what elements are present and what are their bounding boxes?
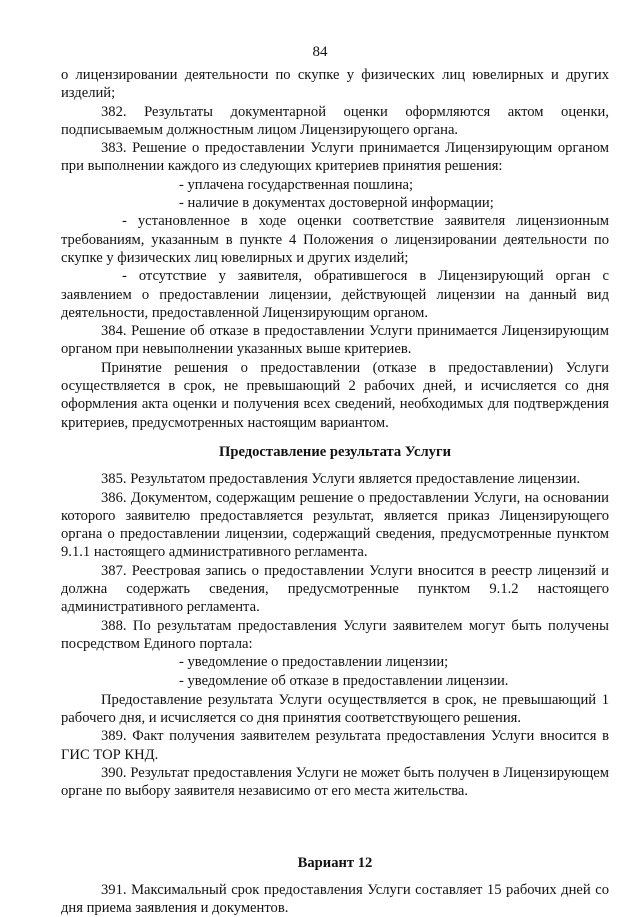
paragraph: о лицензировании деятельности по скупке у физических лиц ювелирных и других изделий; xyxy=(61,67,609,102)
paragraph-391: 391. Максимальный срок предоставления Услуги составляет 15 рабочих дней со дня приема заявления и документов. xyxy=(61,881,609,917)
variant-heading: Вариант 12 xyxy=(297,854,373,871)
section-heading: Предоставление результата Услуги xyxy=(219,443,451,460)
result-item: - уведомление о предоставлении лицензии; xyxy=(179,654,449,671)
criteria-item: - установленное в ходе оценки соответствие заявителя лицензионным требованиям, указанным в пункте 4 Положения о лицензировании деятельности по скупке у физических лиц ювелирных и других изделий; xyxy=(61,213,609,266)
paragraph: Предоставление результата Услуги осуществляется в срок, не превышающий 1 рабочего дня, и исчисляется со дня принятия соответствующего решения. xyxy=(61,691,609,727)
result-item: - уведомление об отказе в предоставлении лицензии. xyxy=(179,672,509,689)
page-number: 84 xyxy=(312,44,328,60)
paragraph-383: 383. Решение о предоставлении Услуги принимается Лицензирующим органом при выполнении каждого из следующих критериев принятия решения: xyxy=(61,140,609,175)
paragraph-390: 390. Результат предоставления Услуги не может быть получен в Лицензирующем органе по выбору заявителя независимо от его места жительства. xyxy=(61,764,609,800)
paragraph-382: 382. Результаты документарной оценки оформляются актом оценки, подписываемым должностным лицом Лицензирующего органа. xyxy=(61,103,609,138)
criteria-item: - наличие в документах достоверной информации; xyxy=(179,195,494,212)
paragraph-387: 387. Реестровая запись о предоставлении Услуги вносится в реестр лицензий и должна содержать сведения, предусмотренные пунктом 9.1.2 настоящего административного регламента. xyxy=(61,562,609,616)
paragraph-388: 388. По результатам предоставления Услуги заявителем могут быть получены посредством Единого портала: xyxy=(61,617,609,652)
page-body xyxy=(61,66,609,917)
criteria-item: - отсутствие у заявителя, обратившегося в Лицензирующий орган с заявлением о предоставлении лицензии, действующей лицензии на данный вид деятельности, предоставленной Лицензирующим органом. xyxy=(61,268,609,321)
spacer xyxy=(61,801,609,843)
paragraph-384: 384. Решение об отказе в предоставлении Услуги принимается Лицензирующим органом при невыполнении указанных выше критериев. xyxy=(61,323,609,358)
paragraph-385: 385. Результатом предоставления Услуги является предоставление лицензии. xyxy=(101,471,581,488)
paragraph-389: 389. Факт получения заявителем результата предоставления Услуги вносится в ГИС ТОР КНД. xyxy=(61,728,609,763)
paragraph: Принятие решения о предоставлении (отказе в предоставлении) Услуги осуществляется в срок, не превышающий 2 рабочих дней, и исчисляется со дня оформления акта оценки и получения всех сведений, необходимых для подтверждения критериев, предусмотренных настоящим вариантом. xyxy=(61,359,609,431)
criteria-item: - уплачена государственная пошлина; xyxy=(179,176,414,193)
paragraph-386: 386. Документом, содержащим решение о предоставлении Услуги, на основании которого заявителю предоставляется результат, является приказ Лицензирующего органа о предоставлении лицензии, содержащий сведения, предусмотренные пунктом 9.1.1 настоящего административного регламента. xyxy=(61,489,609,561)
